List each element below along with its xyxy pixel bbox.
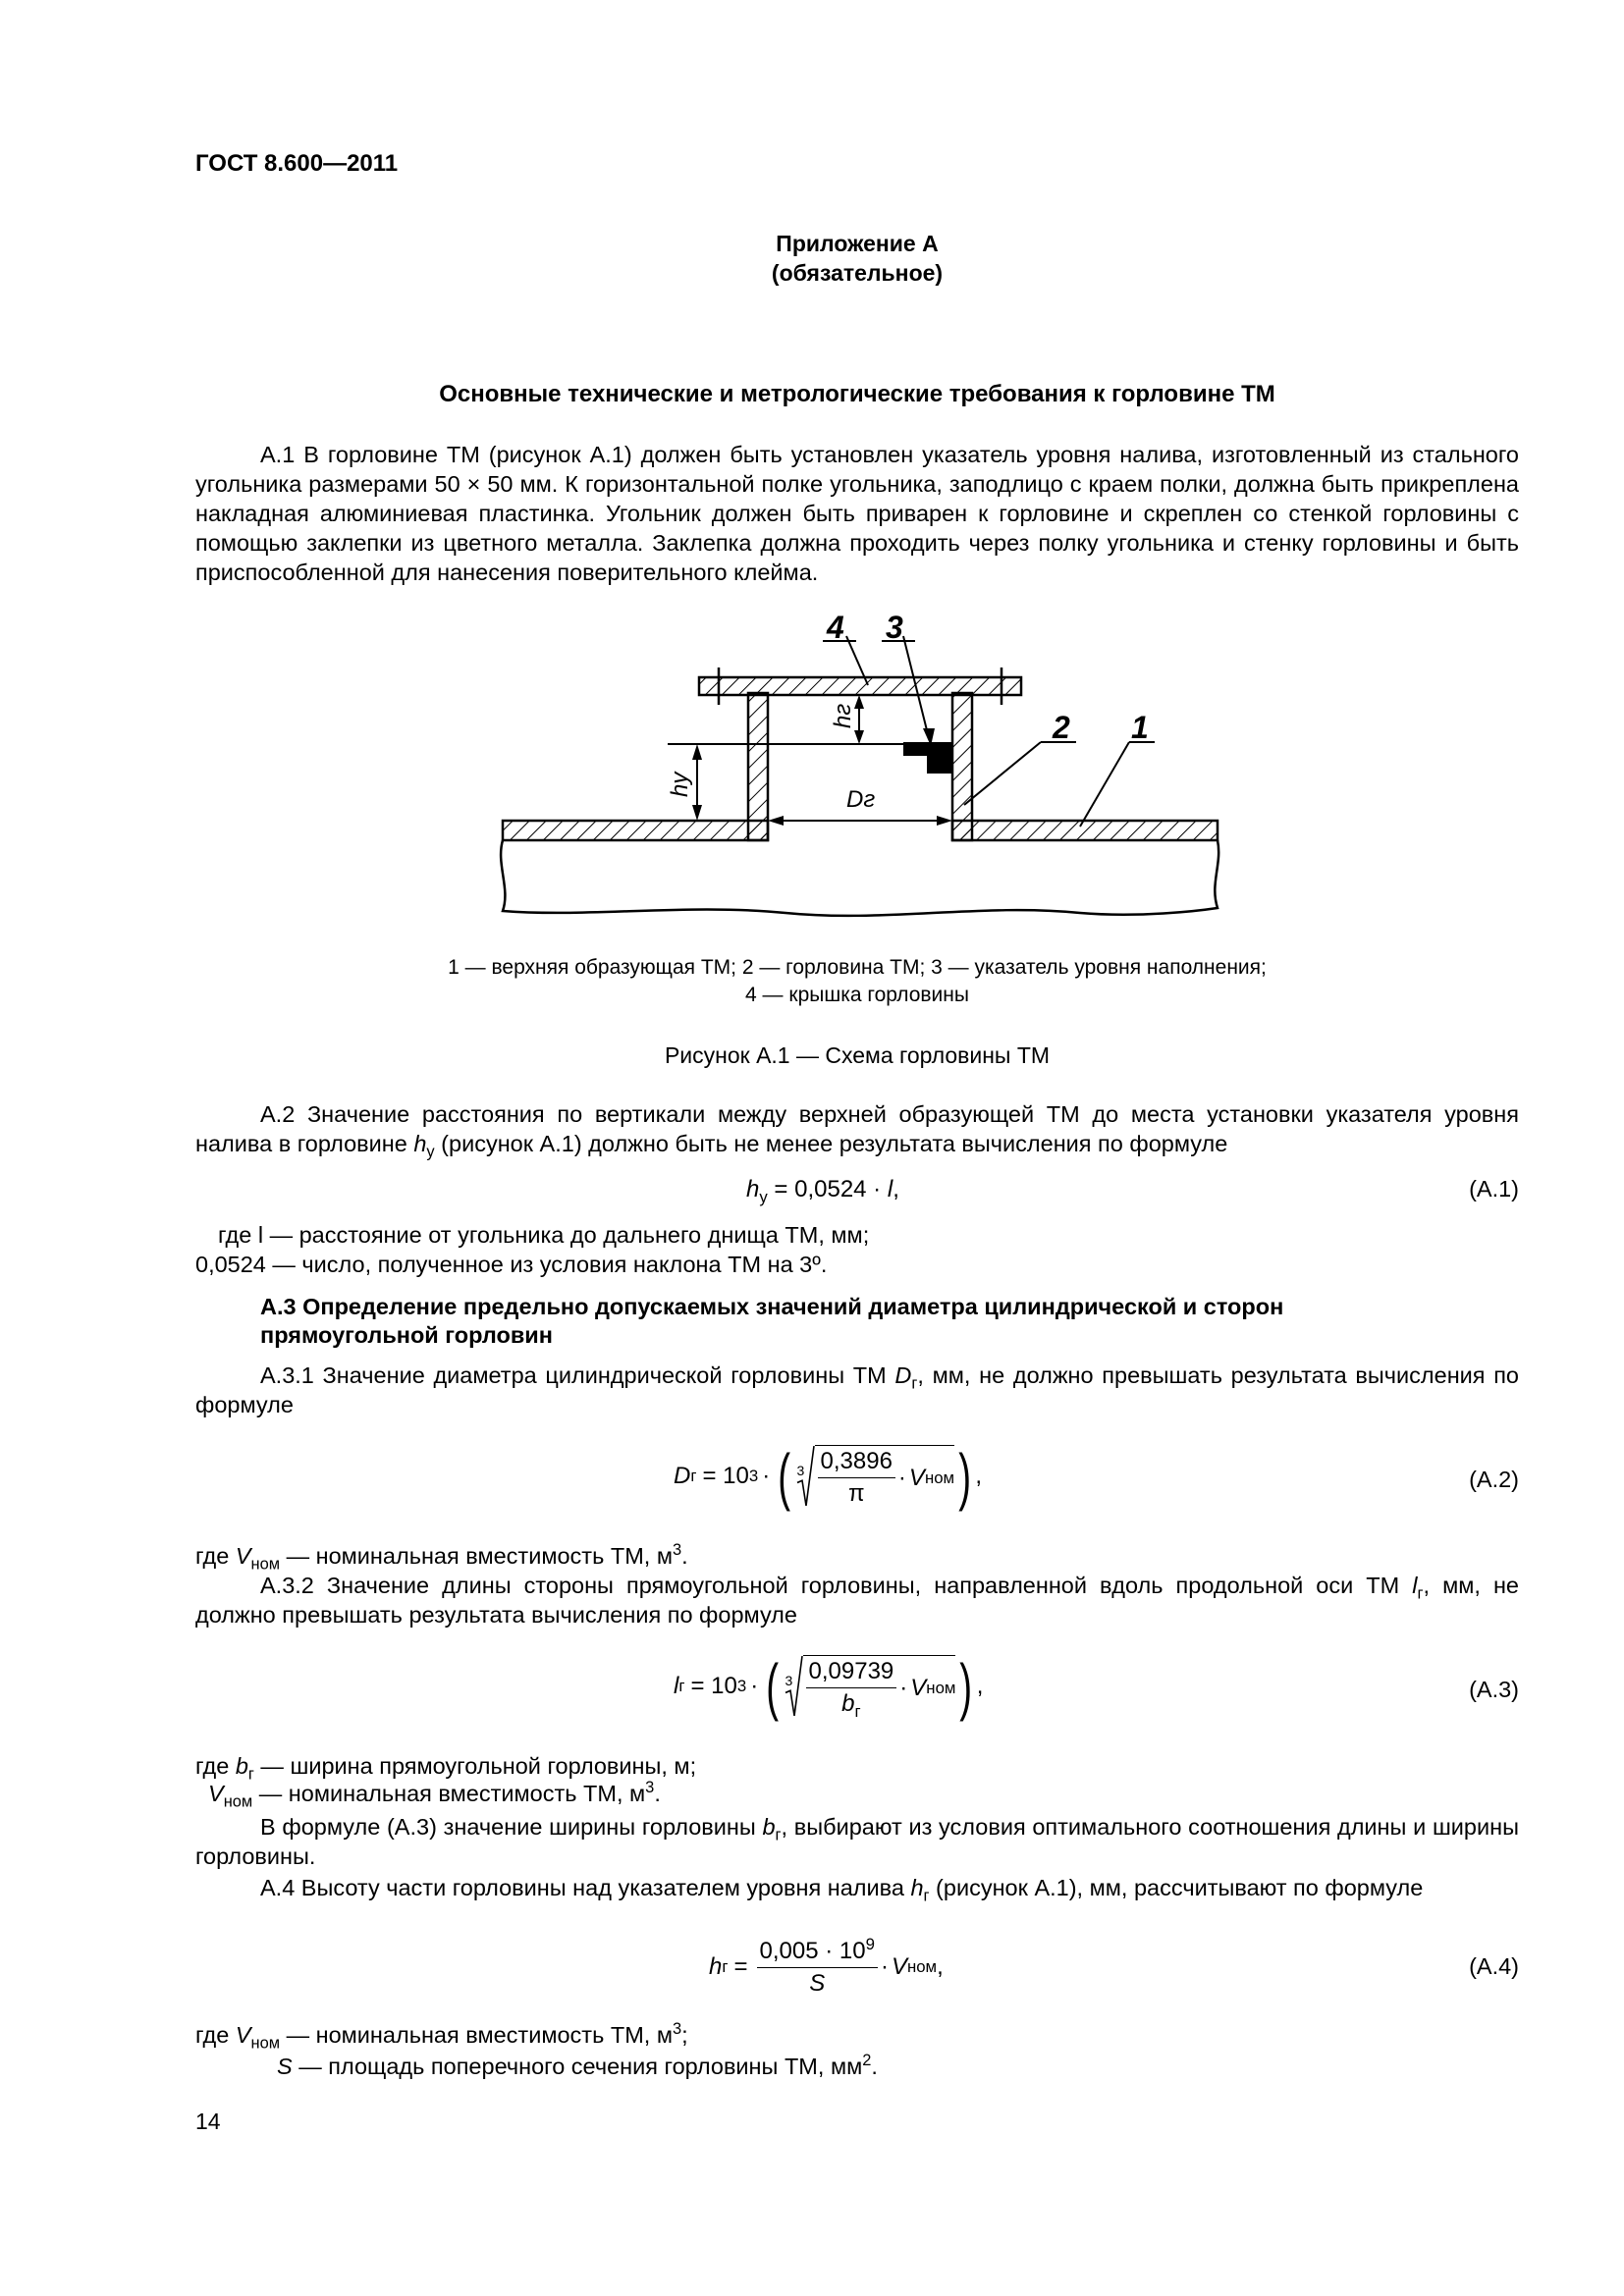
subheading-a3-line1: А.3 Определение предельно допускаемых значений диаметра цилиндрической и сторон — [260, 1294, 1284, 1319]
paragraph-a2: А.2 Значение расстояния по вертикали между верхней образующей ТМ до места установки указателя уровня налива в горловине $h_у$ (рисунок А.1) должно быть не менее результата вычисления по формуле — [195, 1101, 1519, 1161]
formula-a4: h г = $\frac{0,005 \cdot 10^9}{S}$ · V ном , — [709, 1934, 944, 1997]
dg-dimension — [768, 816, 952, 826]
document-header: ГОСТ 8.600—2011 — [195, 150, 399, 177]
figure-legend-line1: 1 — верхняя образующая ТМ; 2 — горловина ТМ; 3 — указатель уровня наполнения; — [448, 956, 1267, 979]
appendix-title: Приложение А — [776, 231, 939, 256]
formula-a1-number: (А.1) — [1469, 1176, 1519, 1201]
where-a3-line1: где $b_г$ — ширина прямоугольной горловины, м; — [195, 1753, 697, 1784]
label-hg: hг — [830, 703, 856, 728]
section-title: Основные технические и метрологические требования к горловине ТМ — [439, 381, 1275, 407]
label-1: 1 — [1131, 710, 1149, 745]
formula-a2-number: (А.2) — [1469, 1467, 1519, 1492]
figure-a1-diagram — [486, 599, 1232, 923]
level-indicator — [903, 742, 952, 774]
figure-legend-line2: 4 — крышка горловины — [745, 984, 969, 1006]
paragraph-a3-note: В формуле (А.3) значение ширины горловины $b_г$, выбирают из условия оптимального соотношения длины и ширины горловины. — [195, 1814, 1519, 1869]
label-2: 2 — [1053, 710, 1070, 745]
where-a3-line2: $V_{ном}$ — номинальная вместимость ТМ, $м^3$. — [208, 1779, 661, 1811]
tank-body — [501, 840, 1218, 916]
formula-a3: l г = 10 3 · ( 3 $\frac{0,09739}{b_г}$ · V ном ) , — [674, 1651, 984, 1722]
page-number: 14 — [195, 2109, 221, 2134]
label-hy: hу — [667, 772, 693, 797]
paragraph-a4: А.4 Высоту части горловины над указателем уровня налива $h_г$ (рисунок А.1), мм, рассчитывают по формуле — [260, 1875, 1424, 1905]
formula-a4-number: (А.4) — [1469, 1953, 1519, 1979]
label-3: 3 — [886, 610, 903, 645]
formula-a3-number: (А.3) — [1469, 1677, 1519, 1702]
where-a4-line2: S — площадь поперечного сечения горловины ТМ, $мм^2$. — [277, 2052, 878, 2079]
label-4: 4 — [827, 610, 844, 645]
where-a4-line1: где $V_{ном}$ — номинальная вместимость ТМ, $м^3$; — [195, 2020, 688, 2053]
tank-top-wall — [503, 821, 1218, 840]
subheading-a3-line2: прямоугольной горловин — [260, 1322, 553, 1348]
paragraph-a32: А.3.2 Значение длины стороны прямоугольной горловины, направленной вдоль продольной оси ТМ $l_г$, мм, не должно превышать результата вычисления по формуле — [195, 1573, 1519, 1628]
where-a2: где $V_{ном}$ — номинальная вместимость ТМ, $м^3$. — [195, 1541, 688, 1574]
formula-a2: D г = 10 3 · ( 3 $\frac{0,3896}{\pi}$ · V ном ) , — [674, 1441, 983, 1512]
where-a1-line2: 0,0524 — число, полученное из условия наклона ТМ на 3º. — [195, 1252, 828, 1277]
label-dg: Dг — [846, 786, 876, 813]
appendix-status: (обязательное) — [771, 260, 944, 286]
where-a1-line1: где l — расстояние от угольника до дальнего днища ТМ, мм; — [218, 1222, 870, 1248]
formula-a1: $h_у = 0,0524 \cdot l$, — [746, 1176, 899, 1206]
figure-caption: Рисунок А.1 — Схема горловины ТМ — [664, 1042, 1051, 1068]
paragraph-a31: А.3.1 Значение диаметра цилиндрической горловины ТМ $D_г$, мм, не должно превышать результата вычисления по формуле — [195, 1362, 1519, 1417]
paragraph-a1: А.1 В горловине ТМ (рисунок А.1) должен быть установлен указатель уровня налива, изготовленный из стального угольника размерами 50 × 50 мм. К горизонтальной полке угольника, заподлицо с краем полки, должна быть прикреплена накладная алюминиевая пластинка. Угольник должен быть приварен к горловине и скреплен со стенкой горловины с помощью заклепки из цветного металла. Заклепка должна проходить через полку угольника и стенку горловины и быть приспособленной для нанесения поверительного клейма. — [195, 442, 1519, 585]
